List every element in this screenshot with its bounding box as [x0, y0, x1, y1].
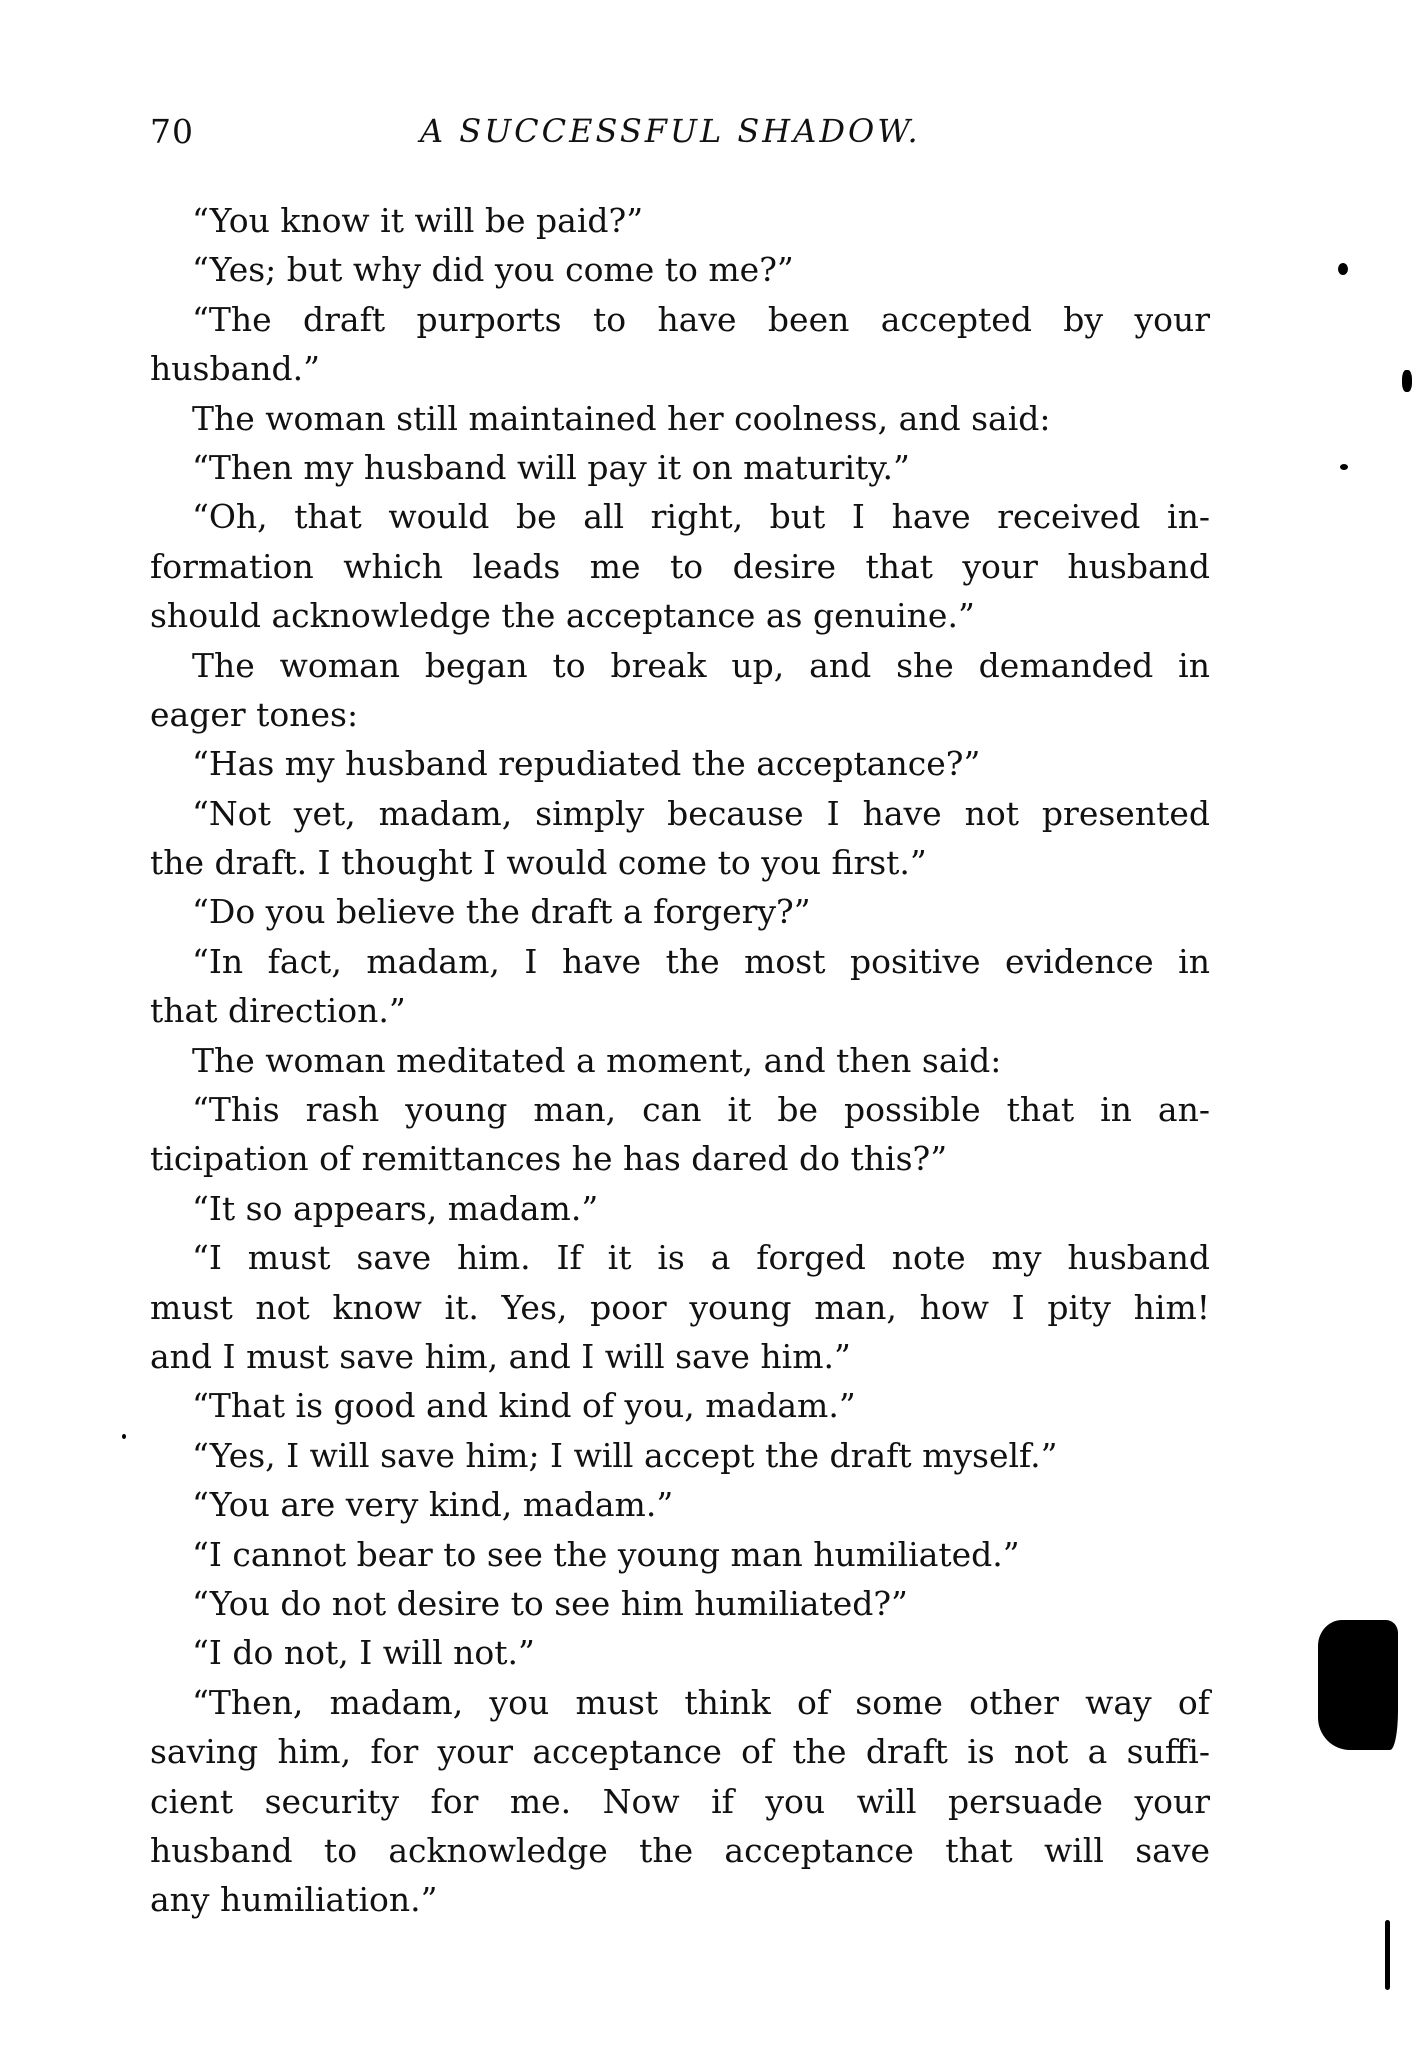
paragraph [150, 1233, 1210, 1381]
text-line: any humiliation.” [150, 1880, 438, 1920]
paragraph [150, 1184, 1210, 1233]
paragraph [150, 443, 1210, 492]
ink-speck [1340, 464, 1348, 470]
ink-mark [1385, 1920, 1390, 1990]
paragraph [150, 1431, 1210, 1480]
text-line: formation which leads me to desire that your husband [150, 546, 1210, 586]
text-line: husband to acknowledge the acceptance that will save [150, 1830, 1210, 1870]
text-line: “It so appears, madam.” [192, 1188, 599, 1228]
text-line: “In fact, madam, I have the most positive evidence in [192, 941, 1210, 981]
paragraph [150, 1579, 1210, 1628]
text-line: cient security for me. Now if you will persuade your [150, 1781, 1210, 1821]
paragraph [150, 196, 1210, 245]
text-line: “That is good and kind of you, madam.” [192, 1386, 856, 1426]
paragraph [150, 1381, 1210, 1430]
text-line: “Then, madam, you must think of some other way of [192, 1682, 1210, 1722]
paragraph [150, 641, 1210, 740]
text-line: “You know it will be paid?” [192, 201, 644, 240]
paragraph [150, 789, 1210, 888]
paragraph [150, 1036, 1210, 1085]
paragraph [150, 295, 1210, 394]
text-line: “This rash young man, can it be possible that in an- [192, 1090, 1210, 1130]
paragraph [150, 245, 1210, 294]
paragraph [150, 1530, 1210, 1579]
text-line: The woman began to break up, and she demanded in [192, 645, 1210, 685]
paragraph [150, 492, 1210, 640]
text-line: “Do you believe the draft a forgery?” [192, 892, 811, 932]
page-number: 70 [150, 112, 194, 151]
ink-blot [1318, 1620, 1398, 1750]
text-line: “The draft purports to have been accepted by your [192, 299, 1210, 339]
text-line: “I must save him. If it is a forged note my husband [192, 1238, 1210, 1278]
paragraph [150, 394, 1210, 443]
text-line: husband.” [150, 349, 320, 389]
running-head [150, 112, 1210, 160]
text-line: “Oh, that would be all right, but I have received in- [192, 497, 1210, 537]
text-line: “Not yet, madam, simply because I have not presented [192, 793, 1210, 833]
paragraph [150, 937, 1210, 1036]
text-line: and I must save him, and I will save him.” [150, 1336, 851, 1376]
text-line: “You are very kind, madam.” [192, 1485, 674, 1525]
text-line: “Yes; but why did you come to me?” [192, 250, 794, 290]
running-title: A SUCCESSFUL SHADOW. [420, 112, 921, 150]
text-line: “Yes, I will save him; I will accept the draft myself.” [192, 1435, 1058, 1475]
paragraph [150, 739, 1210, 788]
ink-speck [1338, 263, 1348, 275]
text-line: saving him, for your acceptance of the draft is not a suffi- [150, 1732, 1210, 1772]
text-line: that direction.” [150, 991, 406, 1031]
text-line: “I cannot bear to see the young man humiliated.” [192, 1534, 1020, 1574]
ink-speck [122, 1434, 126, 1439]
text-line: The woman meditated a moment, and then said: [192, 1040, 1002, 1080]
paragraph [150, 887, 1210, 936]
text-line: “You do not desire to see him humiliated?” [192, 1583, 908, 1623]
paragraph [150, 1480, 1210, 1529]
text-line: The woman still maintained her coolness, and said: [192, 398, 1051, 438]
text-line: must not know it. Yes, poor young man, how I pity him! [150, 1287, 1210, 1327]
paragraph [150, 1678, 1210, 1925]
text-line: the draft. I thought I would come to you first.” [150, 843, 927, 883]
text-line: “Then my husband will pay it on maturity.” [192, 447, 910, 487]
text-line: ticipation of remittances he has dared do this?” [150, 1139, 948, 1179]
text-line: “Has my husband repudiated the acceptance?” [192, 744, 981, 784]
body-text [150, 196, 1210, 1925]
text-line: “I do not, I will not.” [192, 1633, 535, 1673]
paragraph [150, 1628, 1210, 1677]
ink-speck [1402, 370, 1412, 392]
text-line: eager tones: [150, 694, 359, 734]
text-line: should acknowledge the acceptance as genuine.” [150, 596, 975, 636]
paragraph [150, 1085, 1210, 1184]
